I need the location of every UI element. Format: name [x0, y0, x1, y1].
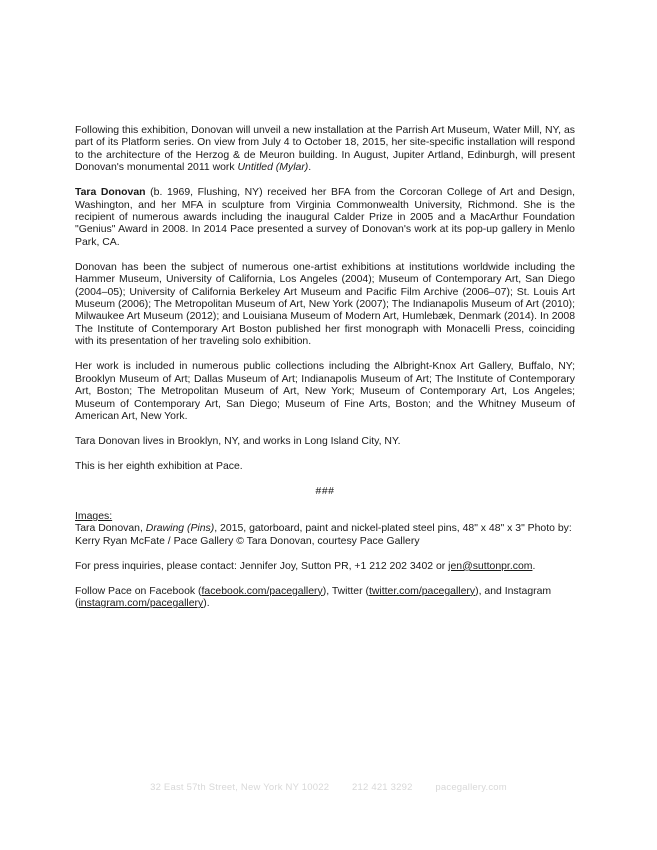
press-contact: [75, 561, 575, 573]
follow-text-a: Follow Pace on Facebook (: [75, 585, 202, 597]
paragraph-end: .: [308, 162, 312, 174]
press-text: For press inquiries, please contact: Jennifer Joy, Sutton PR, +1 212 202 3402 or: [75, 560, 449, 572]
social-follow: [75, 586, 575, 611]
image-caption: Tara Donovan,: [75, 523, 146, 535]
twitter-link[interactable]: twitter.com/pacegallery: [368, 585, 476, 597]
paragraph-text: Following this exhibition, Donovan will unveil a new installation at the Parrish Art Museum, Water Mill, NY, as part of its Platform series. On view from July 4 to October 18, 2015, her site-specific installation will respond to the architecture of the Herzog & de Meuron building. In August, Jupiter Artland, Edinburgh, will present Donovan's monumental 2011 work: [75, 125, 575, 174]
instagram-link[interactable]: instagram.com/pacegallery: [78, 598, 204, 610]
letterhead-footer: [0, 782, 657, 793]
image-artwork-title: Drawing (Pins): [145, 523, 215, 535]
end-marker: ###: [315, 485, 335, 497]
follow-text-c: ), and Instagram (: [75, 585, 552, 610]
paragraph-exhibition-count: This is her eighth exhibition at Pace.: [75, 460, 243, 472]
artist-name: Tara Donovan: [75, 187, 146, 199]
footer-address: 32 East 57th Street, New York NY 10022: [150, 782, 330, 793]
press-email-link[interactable]: jen@suttonpr.com: [448, 560, 533, 572]
paragraph-biography: [75, 187, 575, 249]
facebook-link[interactable]: facebook.com/pacegallery: [201, 585, 323, 597]
follow-text-d: ).: [203, 598, 210, 610]
artwork-title: Untitled (Mylar): [237, 162, 309, 174]
paragraph-collections: Her work is included in numerous public collections including the Albright-Knox Art Gallery, Buffalo, NY; Brooklyn Museum of Art; Dallas Museum of Art; Indianapolis Museum of Art; The Institute of Contemporary Art, Boston; The Metropolitan Museum of Art, New York; Museum of Contemporary Art, Los Angeles; Museum of Contemporary Art, San Diego; Museum of Fine Arts, Boston; and the Whitney Museum of American Art, New York.: [75, 361, 575, 422]
paragraph-text: (b. 1969, Flushing, NY) received her BFA from the Corcoran College of Art and Design, Washington, and her MFA in sculpture from Virginia Commonwealth University, Richmond. She is the recipient of numerous awards including the inaugural Calder Prize in 2005 and a MacArthur Foundation "Genius" Award in 2008. In 2014 Pace presented a survey of Donovan's work at its pop-up gallery in Menlo Park, CA.: [75, 187, 575, 248]
image-caption-rest: , 2015, gatorboard, paint and nickel-plated steel pins, 48" x 48" x 3" Photo by: Kerry Ryan McFate / Pace Gallery © Tara Donovan, courtesy Pace Gallery: [75, 523, 572, 547]
footer-phone: 212 421 3292: [352, 782, 413, 793]
press-end: .: [532, 560, 536, 572]
follow-text-b: ), Twitter (: [322, 585, 369, 597]
paragraph-residence: Tara Donovan lives in Brooklyn, NY, and works in Long Island City, NY.: [75, 435, 401, 447]
paragraph-exhibitions: Donovan has been the subject of numerous one-artist exhibitions at institutions worldwide including the Hammer Museum, University of California, Los Angeles (2004); Museum of Contemporary Art, San Diego (2004–05); University of California Berkeley Art Museum and Pacific Film Archive (2006–07); St. Louis Art Museum (2006); The Metropolitan Museum of Art, New York (2007); The Indianapolis Museum of Art (2010); Milwaukee Art Museum (2012); and Louisiana Museum of Modern Art, Humlebæk, Denmark (2014). In 2008 The Institute of Contemporary Art Boston published her first monograph with Monacelli Press, coinciding with its presentation of her traveling solo exhibition.: [75, 261, 575, 348]
images-section: [75, 511, 575, 548]
images-heading: Images:: [75, 510, 113, 522]
footer-website: pacegallery.com: [435, 782, 507, 793]
paragraph-upcoming-installations: [75, 125, 575, 175]
press-release-body: [75, 125, 575, 623]
